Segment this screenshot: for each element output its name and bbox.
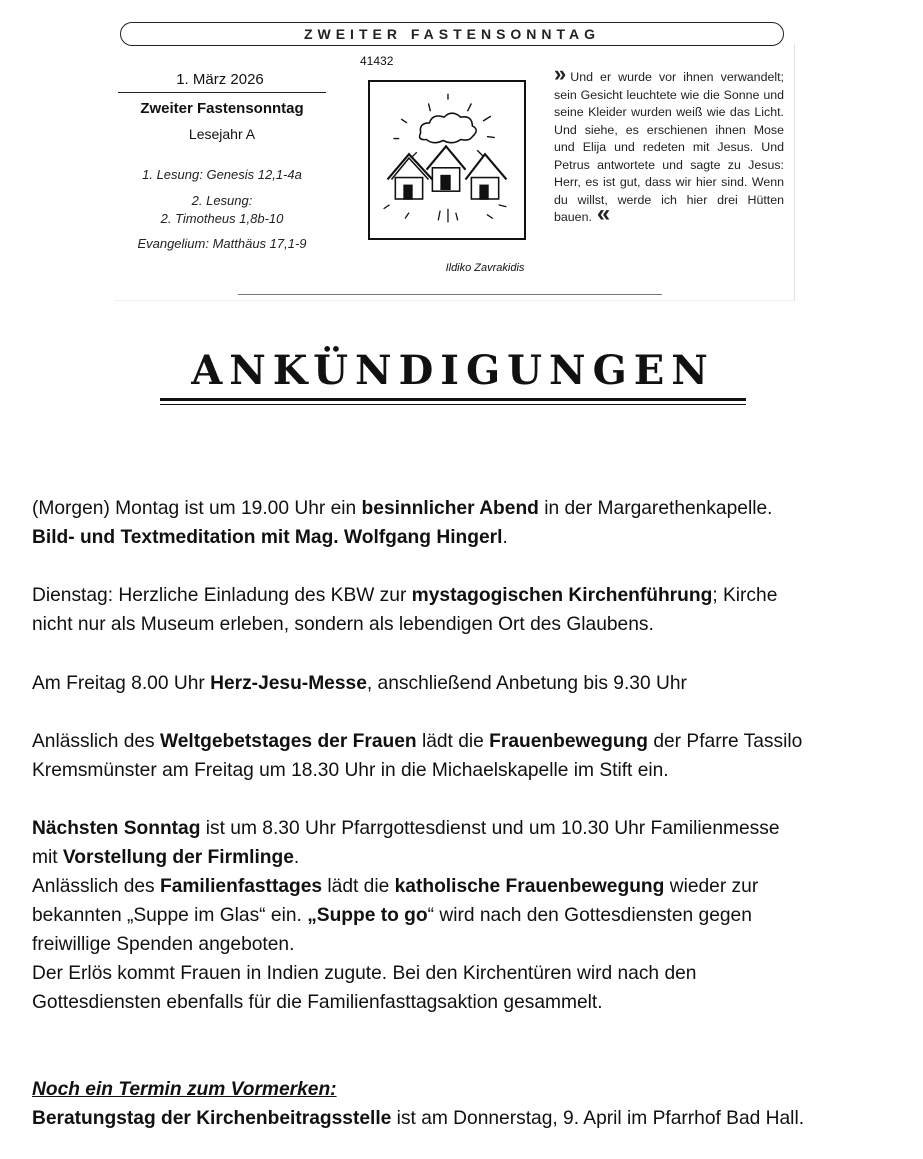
text: (Morgen) Montag ist um 19.00 Uhr ein [32, 498, 362, 519]
text: mit [32, 847, 63, 868]
text-line: freiwillige Spenden angeboten. [32, 934, 295, 955]
text: , anschließend Anbetung bis 9.30 Uhr [366, 673, 687, 694]
title-underline [160, 398, 746, 401]
quote-open-mark: » [554, 61, 567, 86]
announcement-tuesday [32, 581, 902, 639]
second-reading [118, 192, 326, 228]
quote-text: Und er wurde vor ihnen verwandelt; sein Gesicht leuchtete wie die Sonne und seine Kleider wurden weiß wie das Licht. Und siehe, es erschienen ihnen Mose und Elija und redeten mit Jesus. Und Petrus antwortete und sagte zu Jesus: Herr, es ist gut, dass wir hier sind. Wenn du willst, werde ich hier drei Hütten bauen. [554, 70, 784, 224]
sunday-name: Zweiter Fastensonntag [140, 100, 304, 117]
announcement-next-sunday [32, 814, 902, 1017]
text-line: nicht nur als Museum erleben, sondern als lebendigen Ort des Glaubens. [32, 614, 654, 635]
emphasis: Beratungstag der Kirchenbeitragsstelle [32, 1108, 392, 1129]
emphasis: katholische Frauenbewegung [394, 876, 665, 897]
emphasis: Nächsten Sonntag [32, 818, 201, 839]
text-line [32, 843, 902, 872]
announcement-world-prayer-day [32, 727, 902, 785]
text-line [32, 872, 902, 901]
text: . [293, 847, 300, 868]
text: . [502, 527, 508, 548]
text: Dienstag: Herzliche Einladung des KBW zur [32, 585, 412, 606]
text-line: Kremsmünster am Freitag um 18.30 Uhr in die Michaelskapelle im Stift ein. [32, 760, 669, 781]
text: bekannten „Suppe im Glas“ ein. [32, 905, 308, 926]
banner-text: ZWEITER FASTENSONNTAG [303, 26, 601, 42]
banner [120, 22, 784, 46]
announcement-monday [32, 494, 902, 552]
text: lädt die [416, 731, 490, 752]
emphasis: Weltgebetstages der Frauen [159, 731, 417, 752]
emphasis: Vorstellung der Firmlinge [62, 847, 294, 868]
text: ; Kirche [712, 585, 778, 606]
text: ist um 8.30 Uhr Pfarrgottesdienst und um 10.30 Uhr Familienmesse [200, 818, 780, 839]
emphasis: Bild- und Textmeditation mit Mag. Wolfgang Hingerl [32, 527, 503, 548]
first-reading: 1. Lesung: Genesis 12,1-4a [142, 167, 302, 182]
date: 1. März 2026 [176, 71, 264, 88]
text-line [32, 814, 902, 843]
emphasis: „Suppe to go [307, 905, 428, 926]
text-line [32, 901, 902, 930]
announcement-save-the-date [32, 1075, 902, 1133]
text: Anlässlich des [32, 731, 160, 752]
text-line [32, 669, 902, 698]
text: in der Margarethenkapelle. [538, 498, 773, 519]
text: lädt die [322, 876, 395, 897]
emphasis: mystagogischen Kirchenführung [411, 585, 713, 606]
image-number: 41432 [360, 54, 394, 68]
text-line: Gottesdiensten ebenfalls für die Familienfasttagsaktion gesammelt. [32, 992, 603, 1013]
text: ist am Donnerstag, 9. April im Pfarrhof Bad Hall. [391, 1108, 805, 1129]
three-huts-drawing [370, 82, 524, 238]
save-the-date-heading: Noch ein Termin zum Vormerken: [32, 1079, 337, 1100]
gospel-reading: Evangelium: Matthäus 17,1-9 [137, 236, 307, 251]
text-line [32, 494, 902, 523]
text-line: Der Erlös kommt Frauen in Indien zugute. Bei den Kirchentüren wird nach den [32, 963, 697, 984]
emphasis: besinnlicher Abend [361, 498, 539, 519]
page-title: ANKÜNDIGUNGEN [191, 347, 715, 394]
text-line [32, 727, 902, 756]
text: “ wird nach den Gottesdiensten gegen [427, 905, 752, 926]
image-credit: Ildiko Zavrakidis [445, 262, 525, 274]
text: Am Freitag 8.00 Uhr [32, 673, 211, 694]
text-line [32, 581, 902, 610]
second-reading-ref: 2. Timotheus 1,8b-10 [160, 211, 284, 226]
text-line [32, 523, 902, 552]
emphasis: Familienfasttages [159, 876, 323, 897]
illustration [368, 80, 526, 240]
lectionary-year: Lesejahr A [188, 126, 256, 142]
text: wieder zur [664, 876, 759, 897]
text: der Pfarre Tassilo [648, 731, 803, 752]
announcement-friday-mass [32, 669, 902, 698]
second-reading-label: 2. Lesung: [191, 193, 253, 208]
emphasis: Herz-Jesu-Messe [210, 673, 367, 694]
divider [118, 92, 326, 93]
card-bottom-rule [238, 294, 662, 295]
text-line [32, 1104, 902, 1133]
text: Anlässlich des [32, 876, 160, 897]
gospel-quote [554, 61, 784, 227]
title-underline-thin [160, 404, 746, 405]
quote-close-mark: « [596, 200, 611, 227]
emphasis: Frauenbewegung [489, 731, 648, 752]
